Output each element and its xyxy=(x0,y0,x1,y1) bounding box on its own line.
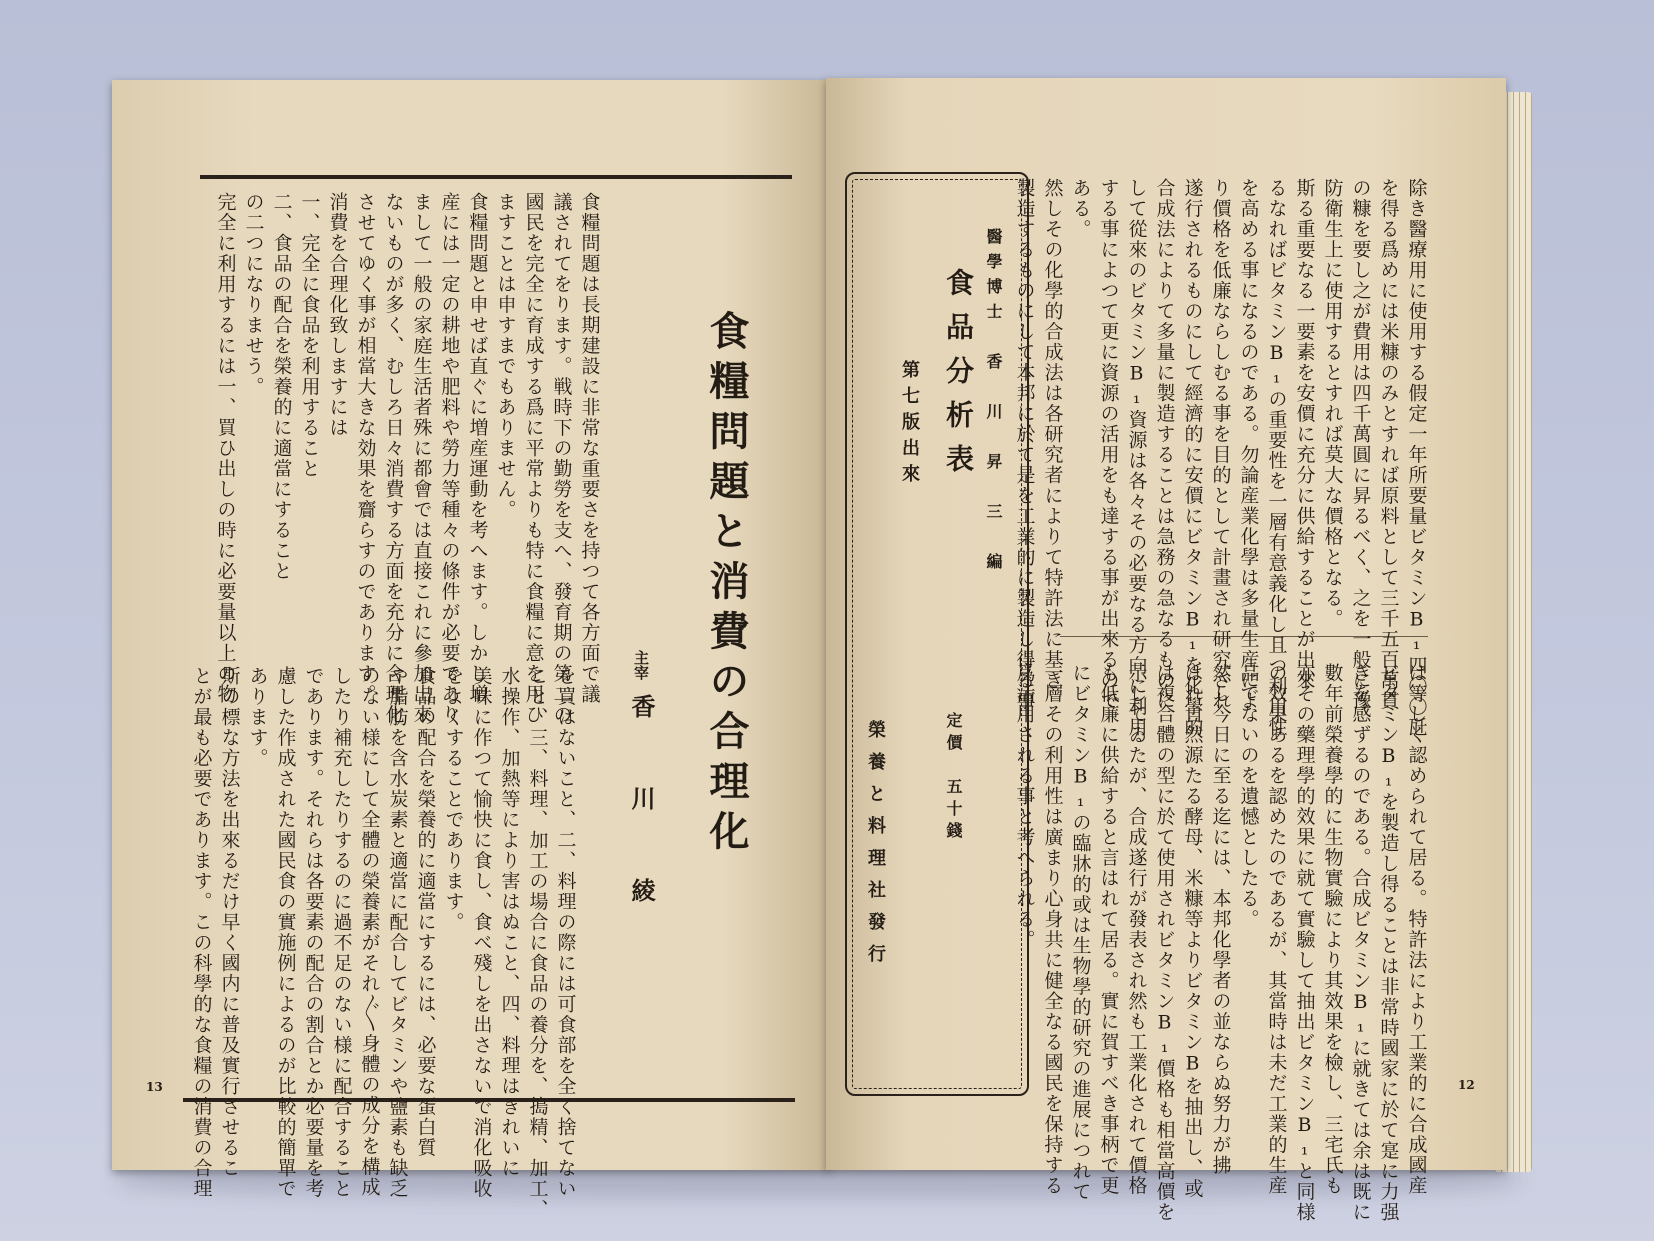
left-page-number: 13 xyxy=(146,1080,163,1094)
text-column: を得る爲めには米糠のみとすれば原料として三千五百萬貫 xyxy=(1377,178,1400,711)
article-title: 食糧問題と消費の合理化 xyxy=(703,310,750,860)
text-column: 國民を完全に育成する爲に平常よりも特に食糧に意を用ひ xyxy=(522,192,545,725)
text-column: ビタミンB₁を製造し得ることは非常時國家に於て寔に力强 xyxy=(1377,663,1400,1223)
text-column: 示してゐたが、合成遂行が發表され然も工業化されて價格 xyxy=(1125,663,1148,1196)
text-column: 慮した作成された國民食の實施例によるのが比較的簡單で xyxy=(274,666,297,1199)
text-column: 然しその化學的合成法は各研究者によりて特許法に基き xyxy=(1041,178,1064,691)
text-column: こと、三、料理、加工の場合に食品の養分を、搗精、加工、 xyxy=(526,666,549,1220)
text-column: 水操作、加熱等により害はぬこと、四、料理はきれいに xyxy=(498,666,521,1179)
text-column: まして一般の家庭生活者殊に都會では直接これに參加出來 xyxy=(410,192,433,725)
text-column: を買はないこと、二、料理の際には可食部を全く捨てない xyxy=(554,666,577,1199)
text-column: にビタミンB₁の臨牀的或は生物學的研究の進展につれて xyxy=(1069,663,1092,1202)
text-column: 斯る重要なる一要素を安價に充分に供給することが出來 xyxy=(1293,178,1316,691)
text-column: 防衛生上に使用するとすれば莫大な價格となる。 xyxy=(1321,178,1344,629)
text-column: の糠を要し之が費用は四千萬圓に昇るべく、之を一般に豫 xyxy=(1349,178,1372,711)
text-column: 爲活用される事と考へられる。 xyxy=(1013,663,1036,950)
ad-author: 醫學博士 香 川 昇 三 編 xyxy=(984,228,1003,578)
text-column: ないものが多く、むしろ日々消費する方面を充分に合理化 xyxy=(382,192,405,725)
text-column: 數年前榮養學的に生物實驗により其效果を檢し、三宅氏も xyxy=(1321,663,1344,1196)
left-top-rule xyxy=(200,175,792,179)
text-column: とが最も必要であります。この科學的な食糧の消費の合理 xyxy=(190,666,213,1199)
text-column: 遂行されるものにして經濟的に安價にビタミンB₁を化學的 xyxy=(1181,178,1204,738)
text-column: させてゆく事が相當大きな効果を齎らすのであります。 xyxy=(354,192,377,705)
text-column: したり補充したりするのに過不足のない様に配合すること xyxy=(330,666,353,1199)
text-column: きを感ずるのである。合成ビタミンB₁に就きては余は既に xyxy=(1349,663,1372,1223)
text-column: の二つになりませう。 xyxy=(242,192,265,397)
author-role: 主宰 xyxy=(632,650,650,680)
ad-publisher: 榮養と料理社發行 xyxy=(865,720,886,976)
text-column: 食糧問題と申せば直ぐに増産運動を考へます。しかし増 xyxy=(466,192,489,705)
text-column: ある。 xyxy=(1069,178,1092,240)
text-column: であります。それらは各要素の配合の割合とか必要量を考 xyxy=(302,666,325,1199)
text-column: はれ自然源たる酵母、米糠等よりビタミンBを抽出し、或 xyxy=(1181,663,1204,1199)
text-column: 食品の配合を榮養的に適當にするには、必要な蛋白質 xyxy=(414,666,437,1158)
text-column: 消費を合理化致しますには xyxy=(326,192,349,438)
text-column: あります。 xyxy=(246,666,269,769)
author-name: 香 川 綾 xyxy=(627,694,656,924)
text-column: は等しく認められて居る。特許法により工業的に合成國産 xyxy=(1405,663,1428,1196)
ad-title: 食品分析表 xyxy=(942,268,975,488)
text-column: 一層その利用性は廣まり心身共に健全なる國民を保持する xyxy=(1041,663,1064,1196)
text-column: を高める事になるのである。勿論産業化學は多量生産によ xyxy=(1237,178,1260,711)
text-column: り價格を低廉ならしむる事を目的として計畫され研究され xyxy=(1209,178,1232,711)
author-byline xyxy=(624,650,659,924)
text-column: 美味に作つて愉快に食し、食べ殘しを出さないで消化吸收 xyxy=(470,666,493,1199)
text-column: 然し今日に至る迄には、本邦化學者の並ならぬ努力が拂 xyxy=(1209,663,1232,1176)
text-column: する事によつて更に資源の活用をも達する事が出來るので xyxy=(1097,178,1120,711)
text-column: 完全に利用するには一、買ひ出しの時に必要量以上の物 xyxy=(214,192,237,705)
text-column: 除き醫療用に使用する假定一年所要量ビタミンB₁四〇〇瓩 xyxy=(1405,178,1428,738)
text-column: をよくすることであります。 xyxy=(442,666,465,933)
ad-price: 定價 五十錢 xyxy=(944,712,963,844)
text-column: のない様にして全體の榮養素がそれ〴〵身體の成分を構成 xyxy=(358,666,381,1198)
text-column: ますことは申すまでもありません。 xyxy=(494,192,517,520)
text-column: 品でないのを遺憾としたる。 xyxy=(1237,663,1260,930)
text-column: も低廉に供給すると言はれて居る。實に賀すべき事柄で更 xyxy=(1097,663,1120,1196)
text-column: して從來のビタミンB₁資源は各々その必要なる方向に利用 xyxy=(1125,178,1148,738)
text-column: 食糧問題は長期建設に非常な重要さを持つて各方面で議 xyxy=(578,192,601,705)
text-column: 合成法によりて多量に製造することは急務の急なるものに xyxy=(1153,178,1176,711)
text-column: の效果あるを認めたのであるが、其當時は未だ工業的生産 xyxy=(1265,663,1288,1196)
text-column: 議されてをります。戦時下の勤勞を支へ、發育期の第二の xyxy=(550,192,573,725)
text-column: は複合體の型に於て使用されビタミンB₁價格も相當高價を xyxy=(1153,663,1176,1223)
text-column: 産には一定の耕地や肥料や勞力等種々の條件が必要であり xyxy=(438,192,461,725)
text-column: や脂肪を含水炭素と適當に配合してビタミンや鹽素も缺乏 xyxy=(386,666,409,1199)
text-column: 一、完全に食品を利用すること xyxy=(298,192,321,479)
right-page-number: 12 xyxy=(1458,1078,1475,1092)
text-column: 斯の標な方法を出來るだけ早く國内に普及實行させるこ xyxy=(218,666,241,1179)
text-column: 製造するものにして本邦に於て是を工業的に製造し得る事 xyxy=(1013,178,1036,711)
text-column: 二、食品の配合を榮養的に適當にすること xyxy=(270,192,293,582)
ad-edition: 第七版出來 xyxy=(899,360,920,490)
text-column: 亦その藥理學的效果に就て實驗して抽出ビタミンB₁と同様 xyxy=(1293,663,1316,1223)
text-column: るなればビタミンB₁の重要性を一層有意義化し且つ利用性 xyxy=(1265,178,1288,738)
